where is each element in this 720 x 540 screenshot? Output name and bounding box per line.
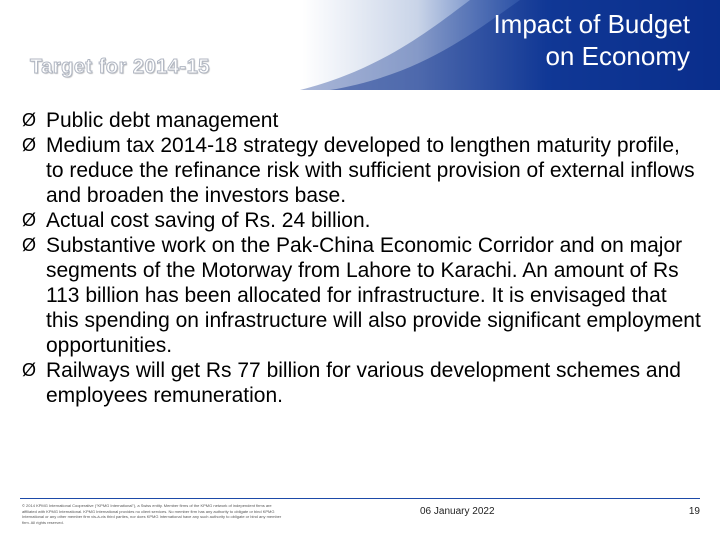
slide-title-line2: on Economy <box>545 41 690 71</box>
footer-divider <box>20 498 700 499</box>
bullet-item <box>22 108 702 133</box>
bullet-item <box>22 133 702 208</box>
footer-legal-text: © 2014 KPMG International Cooperative ("KPMG International"), a Swiss entity. Member firms of the KPMG network of independent firms are affiliated with KPMG International. KPMG International provides no client services. No member firm has any authority to obligate or bind KPMG International or any other member firm vis-à-vis third parties, nor does KPMG International have any such authority to obligate or bind any member firm. All rights reserved. <box>22 503 282 525</box>
bullet-text: Medium tax 2014-18 strategy developed to lengthen maturity profile, to reduce the refinance risk with sufficient provision of external inflows and broaden the investors base. <box>46 134 695 207</box>
bullet-text: Railways will get Rs 77 billion for various development schemes and employees remuneration. <box>46 359 681 407</box>
arrowhead-icon: Ø <box>22 360 37 380</box>
bullet-text: Actual cost saving of Rs. 24 billion. <box>46 209 371 232</box>
arrowhead-icon: Ø <box>22 135 37 155</box>
arrowhead-icon: Ø <box>22 210 37 230</box>
bullet-text: Substantive work on the Pak-China Economic Corridor and on major segments of the Motorway from Lahore to Karachi. An amount of Rs 113 billion has been allocated for infrastructure. It is envisaged that this spending on infrastructure will also provide significant employment opportunities. <box>46 234 701 357</box>
footer-date: 06 January 2022 <box>420 506 495 517</box>
arrowhead-icon: Ø <box>22 235 37 255</box>
header-banner <box>0 0 720 90</box>
bullet-item <box>22 233 702 358</box>
slide-title-line1: Impact of Budget <box>493 9 690 39</box>
bullet-item <box>22 358 702 408</box>
slide-subtitle: Target for 2014-15 <box>30 56 210 78</box>
bullet-text: Public debt management <box>46 109 279 132</box>
bullet-item <box>22 208 702 233</box>
bullet-list <box>22 108 702 408</box>
slide-title <box>390 8 690 72</box>
arrowhead-icon: Ø <box>22 110 37 130</box>
page-number: 19 <box>688 506 700 517</box>
